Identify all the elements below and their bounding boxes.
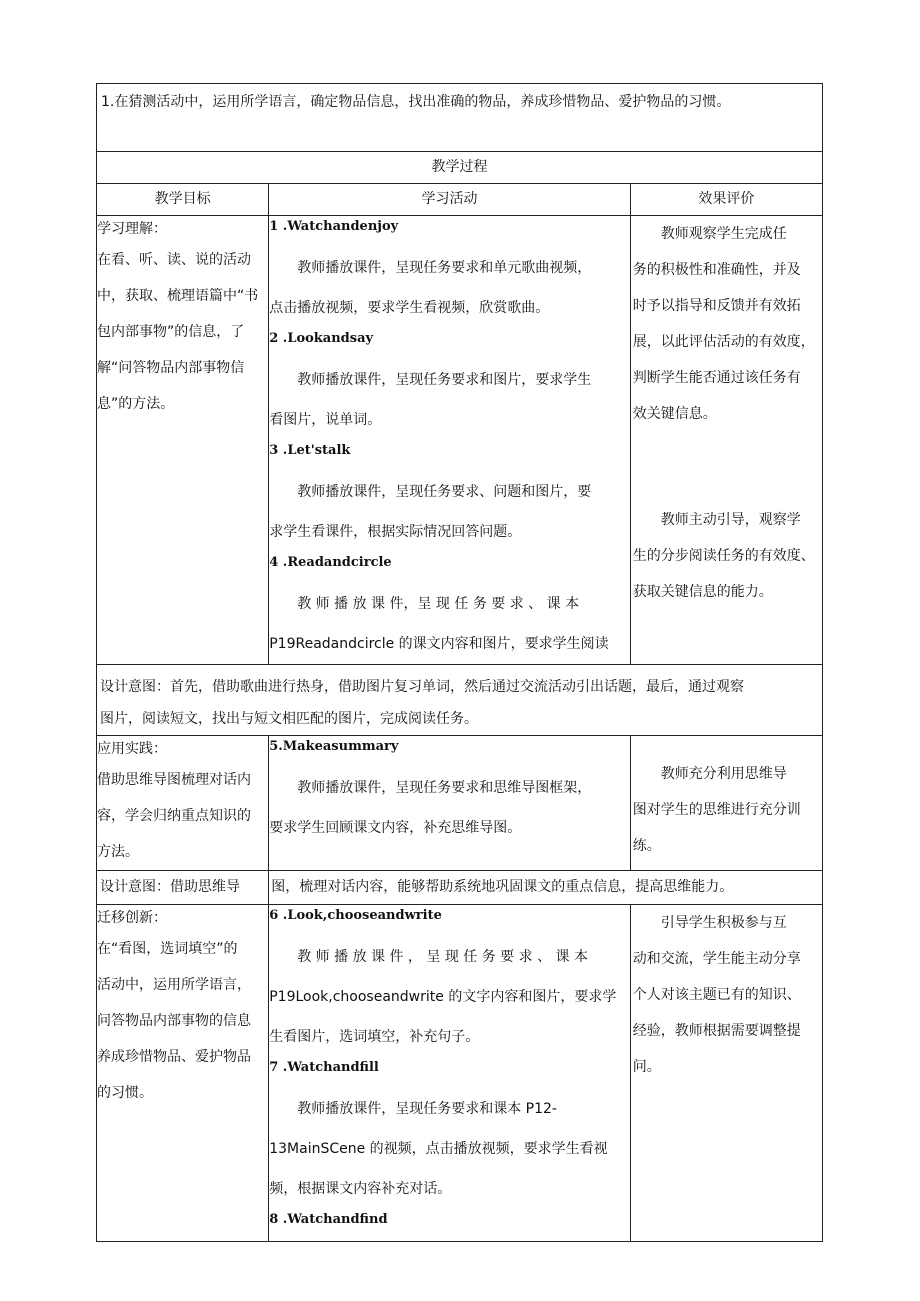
process-title: 教学过程 — [97, 152, 823, 184]
activity-text: 教师播放课件，呈现任务要求和思维导图框架， — [297, 780, 592, 796]
goal-cell-2 — [97, 736, 269, 871]
activity-heading: 5.Makeasummary — [269, 739, 399, 754]
goal-line: 学习理解： — [97, 221, 167, 237]
evaluation-line: 动和交流，学生能主动分享 — [632, 951, 801, 967]
evaluation-line: 经验，教师根据需要调整提 — [632, 1023, 801, 1039]
evaluation-line: 教师主动引导，观察学 — [660, 512, 801, 528]
section-application — [97, 736, 823, 871]
evaluation-line: 教师充分利用思维导 — [660, 766, 787, 782]
header-activity: 学习活动 — [269, 184, 630, 216]
goal-line: 养成珍惜物品、爱护物品 — [97, 1049, 251, 1065]
activity-cell-1 — [269, 216, 630, 665]
evaluation-line: 务的积极性和准确性，并及 — [632, 262, 801, 278]
goal-line: 应用实践： — [97, 741, 167, 757]
evaluation-cell-3 — [630, 905, 822, 1242]
activity-text: 教 师 播 放 课 件，呈 现 任 务 要 求 、 课 本 — [297, 596, 580, 612]
design-intent-2-right: 图，梳理对话内容，能够帮助系统地巩固课文的重点信息，提高思维能力。 — [269, 871, 823, 905]
activity-cell-3 — [269, 905, 630, 1242]
goal-cell-3 — [97, 905, 269, 1242]
objective-row — [97, 84, 823, 152]
goal-line: 息”的方法。 — [97, 396, 175, 412]
design-line: 设计意图：首先，借助歌曲进行热身，借助图片复习单词，然后通过交流活动引出话题，最后，通过观察 — [100, 679, 744, 695]
activity-text: 教师播放课件，呈现任务要求和单元歌曲视频， — [297, 260, 592, 276]
design-line: 图片，阅读短文，找出与短文相匹配的图片，完成阅读任务。 — [100, 711, 478, 727]
design-intent-2-left: 设计意图：借助思维导 — [97, 871, 269, 905]
evaluation-line: 效关键信息。 — [632, 406, 717, 422]
evaluation-cell-2 — [630, 736, 822, 871]
evaluation-line: 展，以此评估活动的有效度， — [632, 334, 815, 350]
evaluation-line: 个人对该主题已有的知识、 — [632, 987, 801, 1003]
activity-cell-2 — [269, 736, 630, 871]
section-transfer — [97, 905, 823, 1242]
design-intent-1 — [97, 665, 823, 736]
goal-line: 容，学会归纳重点知识的 — [97, 808, 251, 824]
evaluation-line: 教师观察学生完成任 — [660, 226, 787, 242]
activity-text: P19Readandcircle 的课文内容和图片，要求学生阅读 — [269, 636, 609, 652]
design-intent-row-2 — [97, 871, 823, 905]
evaluation-line: 问。 — [632, 1059, 661, 1075]
process-title-row — [97, 152, 823, 184]
goal-cell-1 — [97, 216, 269, 665]
goal-line: 中，获取、梳理语篇中“书 — [97, 288, 259, 304]
activity-text: 教 师 播 放 课 件 ， 呈 现 任 务 要 求 、 课 本 — [297, 949, 588, 965]
header-row — [97, 184, 823, 216]
objective-cell — [97, 84, 823, 152]
activity-text: 13MainSCene 的视频，点击播放视频，要求学生看视 — [269, 1141, 608, 1157]
evaluation-line: 练。 — [632, 838, 661, 854]
goal-line: 方法。 — [97, 844, 139, 860]
activity-text: 点击播放视频，要求学生看视频，欣赏歌曲。 — [269, 300, 550, 316]
evaluation-line: 获取关键信息的能力。 — [632, 584, 773, 600]
evaluation-line: 引导学生积极参与互 — [660, 915, 787, 931]
goal-line: 在看、听、读、说的活动 — [97, 252, 251, 268]
design-intent-row-1 — [97, 665, 823, 736]
activity-heading: 4 .Readandcircle — [269, 555, 392, 570]
activity-text: 看图片，说单词。 — [269, 412, 382, 428]
activity-text: P19Look,chooseandwrite 的文字内容和图片，要求学 — [269, 989, 617, 1005]
spacer — [631, 432, 822, 502]
evaluation-cell-1 — [630, 216, 822, 665]
activity-heading: 6 .Look,chooseandwrite — [269, 908, 442, 923]
evaluation-line: 图对学生的思维进行充分训 — [632, 802, 801, 818]
evaluation-line: 判断学生能否通过该任务有 — [632, 370, 801, 386]
activity-text: 教师播放课件，呈现任务要求和图片，要求学生 — [297, 372, 592, 388]
activity-text: 要求学生回顾课文内容，补充思维导图。 — [269, 820, 522, 836]
spacer — [631, 736, 822, 756]
activity-heading: 8 .Watchandfind — [269, 1212, 388, 1227]
evaluation-line: 时予以指导和反馈并有效拓 — [632, 298, 801, 314]
activity-heading: 1 .Watchandenjoy — [269, 219, 399, 234]
header-evaluation: 效果评价 — [630, 184, 822, 216]
lesson-plan-table — [96, 83, 823, 1242]
goal-line: 活动中，运用所学语言， — [97, 977, 251, 993]
activity-text: 频，根据课文内容补充对话。 — [269, 1181, 452, 1197]
goal-line: 迁移创新： — [97, 910, 167, 926]
goal-line: 的习惯。 — [97, 1085, 153, 1101]
goal-line: 问答物品内部事物的信息 — [97, 1013, 251, 1029]
section-understanding — [97, 216, 823, 665]
activity-heading: 3 .Let'stalk — [269, 443, 351, 458]
activity-text: 求学生看课件，根据实际情况回答问题。 — [269, 524, 522, 540]
goal-line: 解“问答物品内部事物信 — [97, 360, 245, 376]
goal-line: 借助思维导图梳理对话内 — [97, 772, 251, 788]
evaluation-line: 生的分步阅读任务的有效度、 — [632, 548, 815, 564]
activity-text: 生看图片，选词填空，补充句子。 — [269, 1029, 480, 1045]
header-goal: 教学目标 — [97, 184, 269, 216]
activity-text: 教师播放课件，呈现任务要求、问题和图片，要 — [297, 484, 592, 500]
goal-line: 包内部事物”的信息，了 — [97, 324, 245, 340]
goal-line: 在“看图，选词填空”的 — [97, 941, 238, 957]
activity-heading: 7 .Watchandfill — [269, 1060, 379, 1075]
objective-text: 1.在猜测活动中，运用所学语言，确定物品信息，找出准确的物品，养成珍惜物品、爱护物品的习惯。 — [101, 94, 731, 110]
activity-text: 教师播放课件，呈现任务要求和课本 P12- — [297, 1101, 557, 1117]
activity-heading: 2 .Lookandsay — [269, 331, 374, 346]
